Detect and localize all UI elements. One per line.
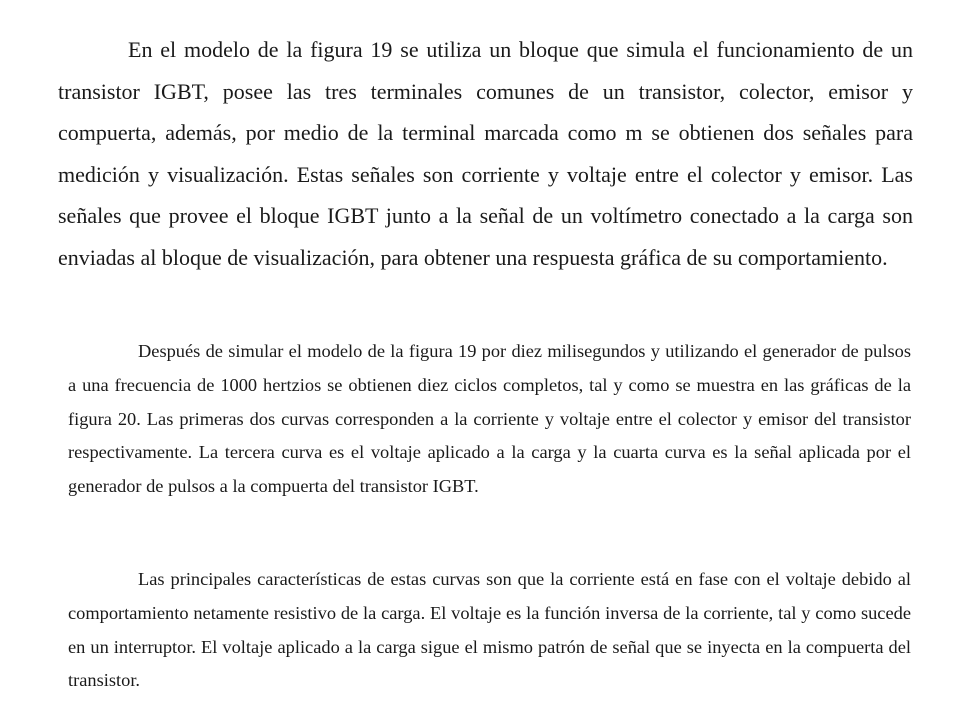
paragraph-simulation-results: Después de simular el modelo de la figura 19 por diez milisegundos y utilizando el generador de pulsos a una frecuencia de 1000 hertzios se obtienen diez ciclos completos, tal y como se muestra en las gráficas de la figura 20. Las primeras dos curvas corresponden a la corriente y voltaje entre el colector y emisor del transistor respectivamente. La tercera curva es el voltaje aplicado a la carga y la cuarta curva es la señal aplicada por el generador de pulsos a la compuerta del transistor IGBT. [68,341,911,497]
paragraph-curve-characteristics: Las principales características de estas curvas son que la corriente está en fase con el voltaje debido al comportamiento netamente resistivo de la carga. El voltaje es la función inversa de la corriente, tal y como sucede en un interruptor. El voltaje aplicado a la carga sigue el mismo patrón de señal que se inyecta en la compuerta del transistor. [68,569,911,691]
paragraph-igbt-model: En el modelo de la figura 19 se utiliza un bloque que simula el funcionamiento de un transistor IGBT, posee las tres terminales comunes de un transistor, colector, emisor y compuerta, además, por medio de la terminal marcada como m se obtienen dos señales para medición y visualización. Estas señales son corriente y voltaje entre el colector y emisor. Las señales que provee el bloque IGBT junto a la señal de un voltímetro conectado a la carga son enviadas al bloque de visualización, para obtener una respuesta gráfica de su comportamiento. [58,37,913,270]
